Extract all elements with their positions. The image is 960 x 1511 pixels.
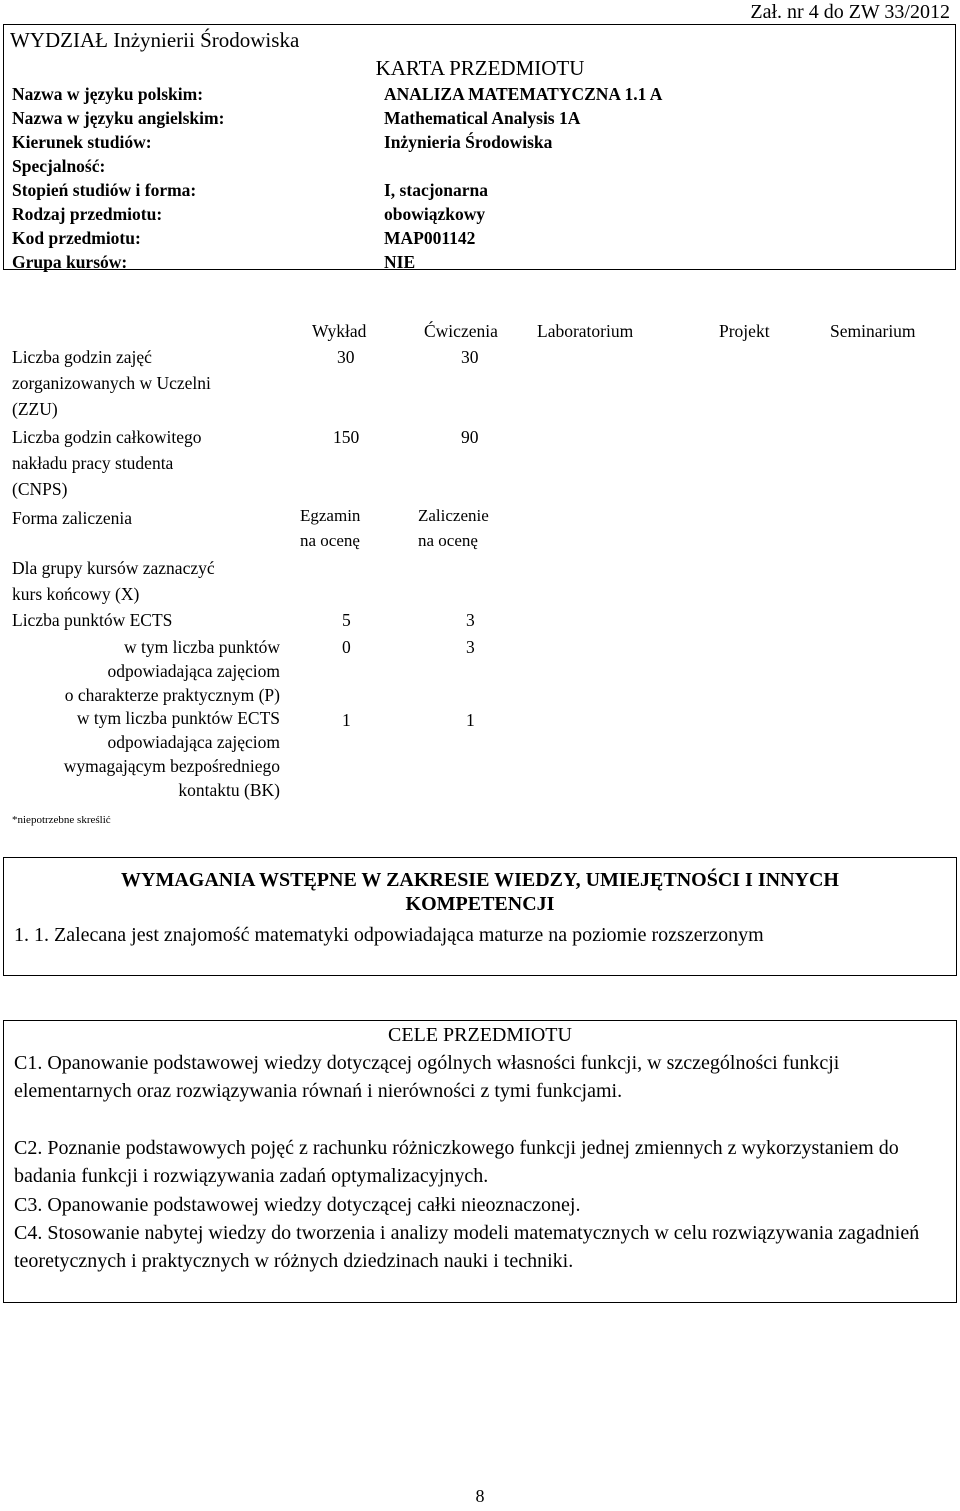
course-group-label: Dla grupy kursów zaznaczyć	[12, 558, 215, 578]
cnps-label: nakładu pracy studenta	[12, 453, 174, 473]
goals-title: CELE PRZEDMIOTU	[388, 1024, 572, 1046]
label-degree-form: Stopień studiów i forma:	[12, 180, 197, 200]
zzu-lecture-value: 30	[337, 347, 355, 367]
ects-practical-lecture: 0	[342, 637, 351, 657]
lecture-assessment: na ocenę	[300, 531, 360, 550]
label-specialization: Specjalność:	[12, 156, 106, 176]
zzu-label: zorganizowanych w Uczelni	[12, 373, 211, 393]
cnps-exercises-value: 90	[461, 427, 479, 447]
ects-label: Liczba punktów ECTS	[12, 610, 173, 630]
cnps-lecture-value: 150	[333, 427, 360, 447]
ects-practical-label: w tym liczba punktów	[123, 637, 280, 657]
zzu-label: Liczba godzin zajęć	[12, 347, 152, 367]
document-reference: Zał. nr 4 do ZW 33/2012	[750, 1, 950, 23]
exercises-assessment: na ocenę	[418, 531, 478, 550]
ects-exercises-value: 3	[466, 610, 475, 630]
ects-practical-label: o charakterze praktycznym (P)	[64, 685, 280, 705]
label-course-group: Grupa kursów:	[12, 252, 128, 272]
ects-bk-label: kontaktu (BK)	[178, 780, 280, 800]
label-course-code: Kod przedmiotu:	[12, 228, 141, 248]
course-group-label: kurs końcowy (X)	[12, 584, 140, 604]
ects-bk-label: w tym liczba punktów ECTS	[76, 708, 280, 728]
column-exercises: Ćwiczenia	[424, 321, 498, 341]
value-english-name: Mathematical Analysis 1A	[384, 108, 581, 128]
footnote: *niepotrzebne skreślić	[12, 814, 111, 826]
lecture-assessment: Egzamin	[300, 506, 361, 525]
zzu-exercises-value: 30	[461, 347, 479, 367]
goal-item: C4. Stosowanie nabytej wiedzy do tworzenia i analizy modeli matematycznych w celu rozwiązywania zagadnień teoretycznych i praktycznych w różnych dziedzinach nauki i techniki.	[14, 1222, 920, 1272]
exercises-assessment: Zaliczenie	[418, 506, 489, 525]
cnps-label: Liczba godzin całkowitego	[12, 427, 202, 447]
ects-bk-lecture: 1	[342, 710, 351, 730]
ects-bk-exercises: 1	[466, 710, 475, 730]
ects-bk-label: odpowiadająca zajęciom	[107, 732, 280, 752]
requirements-title: WYMAGANIA WSTĘPNE W ZAKRESIE WIEDZY, UMIEJĘTNOŚCI I INNYCH	[121, 869, 839, 891]
ects-bk-label: wymagającym bezpośredniego	[63, 756, 280, 776]
value-polish-name: ANALIZA MATEMATYCZNA 1.1 A	[384, 84, 663, 104]
requirements-title: KOMPETENCJI	[405, 893, 555, 915]
value-course-type: obowiązkowy	[384, 204, 486, 224]
requirements-text: 1. 1. Zalecana jest znajomość matematyki odpowiadająca maturze na poziomie rozszerzonym	[14, 924, 764, 946]
ects-practical-label: odpowiadająca zajęciom	[107, 661, 280, 681]
goal-item: C2. Poznanie podstawowych pojęć z rachunku różniczkowego funkcji jednej zmiennych z wykorzystaniem do badania funkcji i rozwiązywania zadań optymalizacyjnych.	[14, 1137, 899, 1187]
ects-lecture-value: 5	[342, 610, 351, 630]
label-english-name: Nazwa w języku angielskim:	[12, 108, 225, 128]
value-degree-form: I, stacjonarna	[384, 180, 489, 200]
label-course-type: Rodzaj przedmiotu:	[12, 204, 163, 224]
value-course-code: MAP001142	[384, 228, 476, 248]
value-field-of-study: Inżynieria Środowiska	[384, 132, 553, 152]
column-lecture: Wykład	[312, 321, 367, 341]
column-laboratory: Laboratorium	[537, 321, 634, 341]
assessment-form-label: Forma zaliczenia	[12, 508, 133, 528]
value-course-group: NIE	[384, 252, 416, 272]
label-field-of-study: Kierunek studiów:	[12, 132, 152, 152]
cnps-label: (CNPS)	[12, 479, 68, 499]
goals-box	[3, 1020, 957, 1303]
card-title: KARTA PRZEDMIOTU	[375, 56, 585, 80]
zzu-label: (ZZU)	[12, 399, 58, 419]
label-polish-name: Nazwa w języku polskim:	[12, 84, 204, 104]
goal-item: C3. Opanowanie podstawowej wiedzy dotyczącej całki nieoznaczonej.	[14, 1194, 581, 1216]
column-seminar: Seminarium	[830, 321, 916, 341]
faculty-name: WYDZIAŁ Inżynierii Środowiska	[10, 28, 300, 52]
requirements-box	[3, 857, 957, 976]
ects-practical-exercises: 3	[466, 637, 475, 657]
column-project: Projekt	[719, 321, 770, 341]
goal-item: C1. Opanowanie podstawowej wiedzy dotyczącej ogólnych własności funkcji, w szczególności funkcji elementarnych oraz rozwiązywania równań i nierówności z tymi funkcjami.	[14, 1052, 840, 1102]
page-number: 8	[475, 1486, 485, 1506]
